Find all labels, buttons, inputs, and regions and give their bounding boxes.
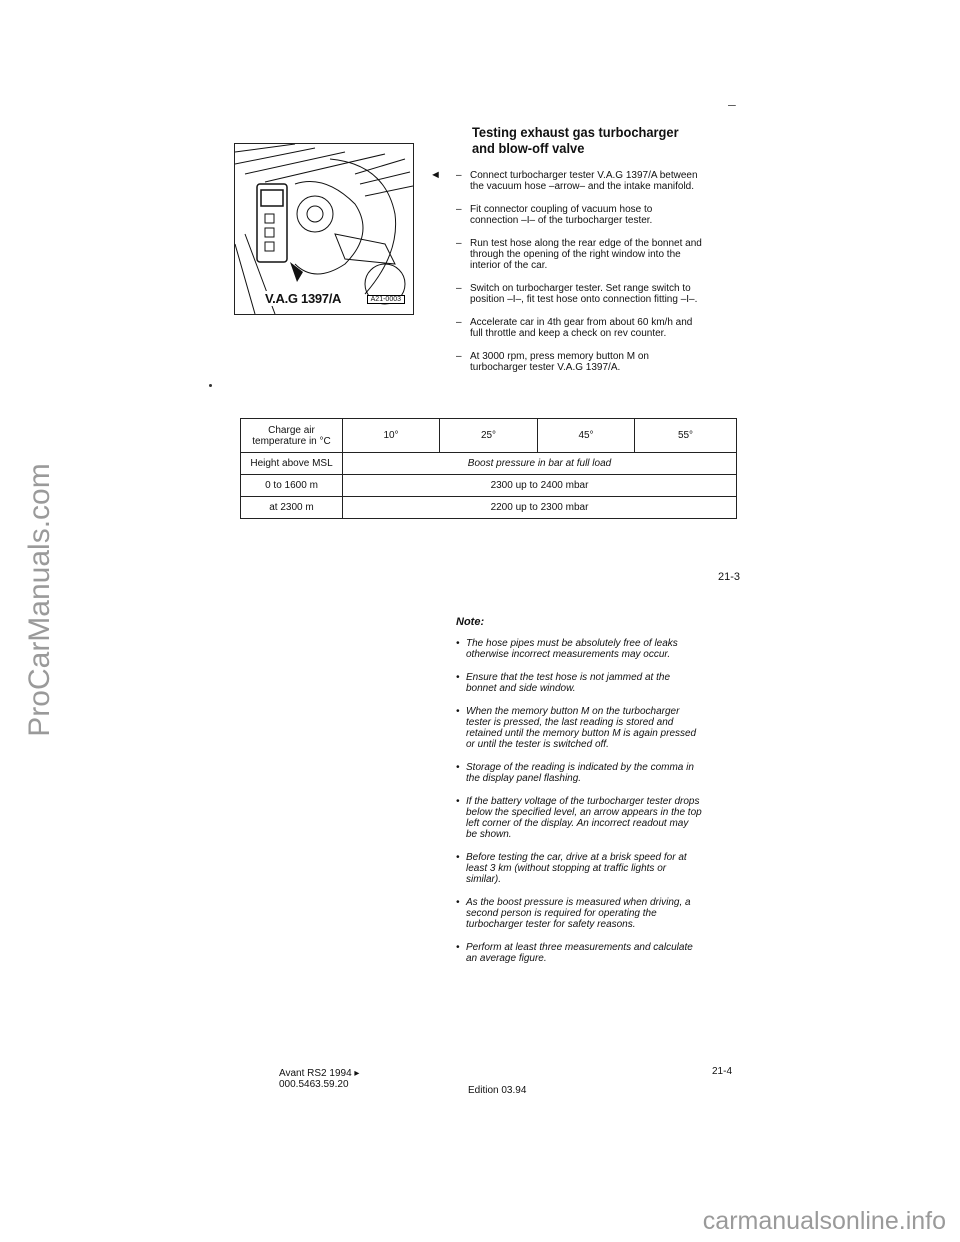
engine-drawing xyxy=(235,144,413,314)
altitude-cell: at 2300 m xyxy=(241,497,343,519)
footer-model: Avant RS2 1994 ▸ xyxy=(279,1068,360,1079)
hood-lines xyxy=(235,144,385,182)
altitude-cell: 0 to 1600 m xyxy=(241,475,343,497)
procedure-step xyxy=(426,204,702,226)
bullet-icon: • xyxy=(456,762,460,773)
temp-cell: 55° xyxy=(635,419,737,453)
page-number-top: 21-3 xyxy=(718,571,741,583)
step-text: Connect turbocharger tester V.A.G 1397/A between the vacuum hose –arrow– and the intake manifold. xyxy=(470,170,698,192)
bullet-icon: • xyxy=(456,796,460,807)
bullet-icon: • xyxy=(456,852,460,863)
note-item xyxy=(456,672,702,694)
step-text: Accelerate car in 4th gear from about 60 km/h and full throttle and keep a check on rev counter. xyxy=(470,317,693,339)
turbo-housing xyxy=(297,196,333,232)
bullet-icon: • xyxy=(456,706,460,717)
bullet-icon: • xyxy=(456,942,460,953)
note-title: Note: xyxy=(456,616,485,628)
engine-illustration xyxy=(234,143,414,315)
engine-ribs xyxy=(355,159,413,196)
note-item xyxy=(456,796,702,840)
dash-marker: – xyxy=(456,351,462,362)
table-row xyxy=(241,475,737,497)
table-row xyxy=(241,419,737,453)
boost-value-cell: 2200 up to 2300 mbar xyxy=(343,497,737,519)
dash-marker: – xyxy=(456,170,462,181)
footer-edition: Edition 03.94 xyxy=(468,1085,527,1096)
footer-page-number: 21-4 xyxy=(712,1066,733,1077)
note-item xyxy=(456,852,702,885)
dash-marker: – xyxy=(456,238,462,249)
temperature-header-cell: Charge air temperature in °C xyxy=(241,419,343,453)
note-item xyxy=(456,897,702,930)
note-text: As the boost pressure is measured when driving, a second person is required for operating the turbocharger tester for safety reasons. xyxy=(466,897,691,930)
bottom-watermark: carmanualsonline.info xyxy=(702,1207,946,1235)
dash-marker: – xyxy=(456,204,462,215)
temp-cell: 45° xyxy=(538,419,635,453)
figure-label: V.A.G 1397/A xyxy=(265,291,342,306)
boost-pressure-table xyxy=(240,418,737,519)
stray-mark xyxy=(209,384,212,387)
footer-model-info xyxy=(279,1068,359,1090)
note-text: If the battery voltage of the turbocharger tester drops below the specified level, an arrow appears in the top left corner of the display. An incorrect readout may be shown. xyxy=(466,796,702,840)
bullet-icon: • xyxy=(456,638,460,649)
note-item xyxy=(456,942,702,964)
procedure-step xyxy=(426,283,702,305)
turbo-inlet xyxy=(307,206,323,222)
note-text: Storage of the reading is indicated by the comma in the display panel flashing. xyxy=(466,762,694,784)
note-text: Ensure that the test hose is not jammed at the bonnet and side window. xyxy=(466,672,671,694)
boost-value-cell: 2300 up to 2400 mbar xyxy=(343,475,737,497)
boost-header-cell: Boost pressure in bar at full load xyxy=(343,453,737,475)
step-text: Switch on turbocharger tester. Set range switch to position –I–, fit test hose onto connection fitting –I–. xyxy=(470,283,698,305)
note-text: The hose pipes must be absolutely free of leaks otherwise incorrect measurements may occur. xyxy=(466,638,678,660)
step-text: Fit connector coupling of vacuum hose to connection –I– of the turbocharger tester. xyxy=(470,204,653,226)
step-text: Run test hose along the rear edge of the bonnet and through the opening of the right window into the interior of the car. xyxy=(470,238,702,271)
table-row xyxy=(241,453,737,475)
side-watermark: ProCarManuals.com xyxy=(23,463,56,737)
corner-mark: – xyxy=(728,96,736,112)
procedure-step xyxy=(426,351,702,373)
figure-pointer-icon: ◄ xyxy=(430,169,441,181)
section-heading: Testing exhaust gas turbocharger and blow-off valve xyxy=(472,124,679,156)
footer-doc-number: 000.5463.59.20 xyxy=(279,1079,349,1090)
note-text: Perform at least three measurements and calculate an average figure. xyxy=(466,942,693,964)
table-row xyxy=(241,497,737,519)
note-block xyxy=(456,616,702,976)
turbo-tester-device xyxy=(257,184,287,262)
temp-cell: 10° xyxy=(343,419,440,453)
bullet-icon: • xyxy=(456,897,460,908)
figure-reference: A21-0003 xyxy=(367,295,405,304)
dash-marker: – xyxy=(456,283,462,294)
height-header-cell: Height above MSL xyxy=(241,453,343,475)
note-item xyxy=(456,762,702,784)
bullet-icon: • xyxy=(456,672,460,683)
step-text: At 3000 rpm, press memory button M on turbocharger tester V.A.G 1397/A. xyxy=(470,351,649,373)
intake-manifold xyxy=(335,234,395,264)
procedure-step xyxy=(426,317,702,339)
note-item xyxy=(456,706,702,750)
note-text: Before testing the car, drive at a brisk speed for at least 3 km (without stopping at traffic lights or similar). xyxy=(466,852,687,885)
note-text: When the memory button M on the turbocharger tester is pressed, the last reading is stored and retained until the memory button M is again pressed or until the tester is switched off. xyxy=(466,706,697,750)
procedure-step xyxy=(426,238,702,271)
procedure-step xyxy=(426,170,702,192)
dash-marker: – xyxy=(456,317,462,328)
note-item xyxy=(456,638,702,660)
temp-cell: 25° xyxy=(440,419,538,453)
procedure-steps xyxy=(426,170,702,385)
